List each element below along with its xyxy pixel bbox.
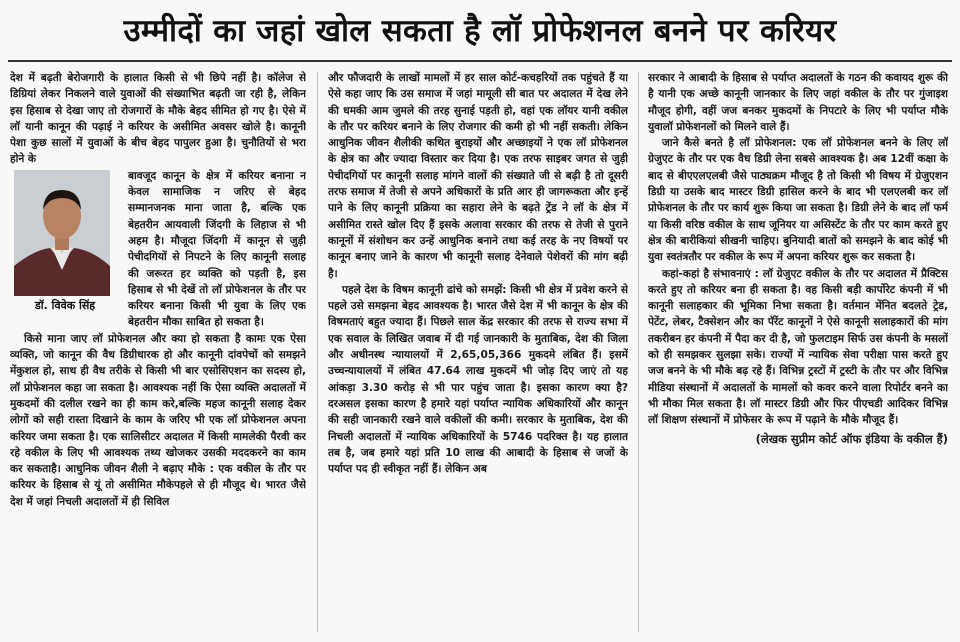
article-column-1 [10, 70, 306, 636]
article-paragraph: किसे माना जाए लॉ प्रोफेशनल और क्या हो सकता है कामः एक ऐसा व्यक्ति, जो कानून की वैध डिग्रीधारक हो और कानूनी दांवपेचों को समझने मेंकुशल हो, साथ ही वैध तरीके से किसी भी बार एसोसिएशन का सदस्य हो, लॉ प्रोफेशनल कहा जा सकता है। आवश्यक नहीं कि ऐसा व्यक्ति अदालतों में मुकदमों की दलील रखने का ही काम करे,बल्कि महज कानूनी सलाह देकर लोगों को सही रास्ता दिखाने के काम के जरिए भी एक लॉ प्रोफेशनल अपना करियर जमा सकता है। एक सालिसीटर अदालत में किसी मामलेकी पैरवी कर रहे वकील के लिए भी आवश्यक तथ्य खोजकर उसकी मददकरने का काम कर सकताहै। आधुनिक जीवन शैली ने बढ़ाए मौके : एक वकील के तौर पर करियर के हिसाब से यूं तो असीमित मौकेपहले से ही मौजूद थे। भारत जैसे देश में जहां निचली अदालतों में ही सिविल [10, 332, 306, 508]
article-column-3 [648, 70, 948, 636]
photo-caption: डॉ. विवेक सिंह [34, 298, 96, 312]
column-divider [317, 72, 318, 632]
article-paragraph: कहां-कहां है संभावनाएं : लॉ ग्रेजुएट वकील के तौर पर अदालत में प्रैक्टिस करते हुए तो करियर बना ही सकता है। वह किसी बड़ी कार्पोरेट कंपनी में भी कानूनी सलाहकार की भूमिका निभा सकता है। वर्तमान मेंनित बदलते ट्रेड, पेटेंट, लेबर, टैक्सेशन और का पॅरेंट कानूनों ने ऐसे कानूनी सलाहकारों की मांग तकरीबन हर कंपनी में पैदा कर दी है, जो फुलटाइम सिर्फ उस कंपनी के मसलों को ही समझकर सुलझा सके। राज्यों में न्यायिक सेवा परीक्षा पास करते हुए जज बनने के भी मौके बढ़ रहे हैं। विभिन्न ट्रस्टों में ट्रस्टी के तौर पर और विभिन्न मीडिया संस्थानों में अदालतों के मामलों को कवर करने वाला रिपोर्टर बनने का भी मौका मिल सकता है। लॉ मास्टर डिग्री और फिर पीएचडी आदिकर विभिन्न लॉ शिक्षण संस्थानों में प्रोफेसर के रूप में पढ़ाने के मौके मौजूद हैं। [648, 267, 948, 427]
article-paragraph: जाने कैसे बनते है लॉ प्रोफेशनल: एक लॉ प्रोफेशनल बनने के लिए लॉ ग्रेजुएट के तौर पर एक वैध डिग्री लेना सबसे आवश्यक है। अब 12वीं कक्षा के बाद से बीएएलएलबी जैसे पाठ्यक्रम मौजूद है तो किसी भी विषय में ग्रेजुएशन डिग्री या उसके बाद मास्टर डिग्री हासिल करने के बाद भी एलएलबी कर लॉ प्रोफेशनल के तौर पर कार्य शुरू किया जा सकता है। डिग्री लेने के बाद लॉ फर्म या किसी वरिष्ठ वकील के साथ जूनियर या असिस्टेंट के तौर पर काम करते हुए क्षेत्र की बारीकियां सीखनी चाहिए। बुनियादी बातों को समझने के बाद कोई भी युवा स्वतंत्रतौर पर वकील के रूप में अपना करियर शुरू कर सकता है। [648, 137, 948, 264]
author-photo-box [10, 170, 120, 326]
article-paragraph: सरकार ने आबादी के हिसाब से पर्याप्त अदालतों के गठन की कवायद शुरू की है यानी एक अच्छे कानूनी जानकार के लिए जहां वकील के तौर पर गुंजाइश मौजूद होगी, वहीं जज बनकर मुकदमों के निपटारे के लिए भी पर्याप्त मौके युवालॉ प्रोफेशनलों को मिलने वाले हैं। [648, 72, 948, 133]
author-portrait-image [14, 170, 110, 296]
article-paragraph: और फौजदारी के लाखों मामलों में हर साल कोर्ट-कचहरियों तक पहुंचते हैं या ऐसे कहा जाए कि उस समाज में जहां मामूली सी बात पर अदालत में देख लेने की धमकी आम जुमले की तरह सुनाई पड़ती हो, वहां एक लॉयर यानी वकील के तौर पर करियर बनाने के लिए रोजगार की कमी हो भी नहीं सकती। लेकिन आधुनिक जीवन शैलीकी कथित बुराइयों और अच्छाइयों ने एक लॉ प्रोफेशनल के क्षेत्र का और ज्यादा विस्तार कर दिया है। एक तरफ साइबर जगत से जुड़ी पेचीदगियों पर कानूनी सलाह मांगने वालों की संख्याते जी से बढ़ी है तो दूसरी तरफ समाज में तेजी से अपने अधिकारों के प्रति आर ही जागरूकता और इन्हें पाने के लिए कानूनी प्रक्रिया का सहारा लेने के बढ़ते ट्रेंड ने लॉ के क्षेत्र में असीमित रास्ते खोल दिए हैं इसके अलावा सरकार की तरफ से तेजी से पुराने कानूनों में संशोधन कर उन्हें आधुनिक बनाने तथा कई तरह के नए विषयों पर कानून बनाए जाने के कारण भी कानूनी सलाह देनेवाले पेशेवरों की मांग बढ़ी है। [328, 72, 628, 280]
article-paragraph: पहले देश के विषम कानूनी ढांचे को समझें: किसी भी क्षेत्र में प्रवेश करने से पहले उसे समझना बेहद आवश्यक है। भारत जैसे देश में भी कानून के क्षेत्र की विषमताएं बहुत ज्यादा हैं। पिछले साल केंद्र सरकार की तरफ से राज्य सभा में एक सवाल के लिखित जवाब में दी गई जानकारी के मुताबिक, देश की जिला और अधीनस्थ न्यायालयों में 2,65,05,366 मुकदमे लंबित हैं। इसमें उच्चन्यायालयों में लंबित 47.64 लाख मुकदमें भी जोड़ दिए जाएं तो यह आंकड़ा 3.30 करोड़ से भी पार पहुंच जाता है। इसका कारण क्या है? दरअसल इसका कारण है हमारे यहां पर्याप्त न्यायिक अधिकारियों और कानून की सही जानकारी रखने वाले वकीलों की कमी। सरकार के मुताबिक, देश की निचली अदालतों में न्यायिक अधिकारियों के 5746 पदरिक्त है। यह हालात तब है, जब हमारे यहां प्रति 10 लाख की आबादी के हिसाब से जजों के पर्याप्त पद ही स्वीकृत नहीं हैं। लेकिन अब [328, 283, 628, 476]
article-paragraph: देश में बढ़ती बेरोजगारी के हालात किसी से भी छिपे नहीं है। कॉलेज से डिग्रियां लेकर निकलने वाले युवाओं की संख्याभित बढ़ती जा रही है, लेकिन इस हिसाब से देखा जाए तो रोजगारों के मौके बेहद सीमित हो गए है। ऐसे में लॉ यानी कानून की पढ़ाई ने करियर के असीमित अवसर खोले है। कानूनी पेशा कुछ सालों में युवाओं के बीच बेहद पापुलर हुआ है। चुनौतियों से भरा होने के [10, 72, 306, 166]
article-paragraph: बावजूद कानून के क्षेत्र में करियर बनाना न केवल सामाजिक न जरिए से बेहद सम्मानजनक माना जाता है, बल्कि एक बेहतरीन आयवाली जिंदगी के लिहाज से भी अहम है। मौजूदा जिंदगी में कानून से जुड़ी पेचीदगियों से निपटने के लिए कानूनी सलाह की जरूरत हर व्यक्ति को पड़ती है, इस हिसाब से भी देखें तो लॉ प्रोफेशनल के तौर पर करियर बनाना किसी भी युवा के लिए एक बेहतरीन मौका साबित हो सकता है। [128, 169, 306, 329]
author-photo [14, 170, 110, 296]
headline: उम्मीदों का जहां खोल सकता है लॉ प्रोफेशनल बनने पर करियर [123, 13, 837, 49]
column-divider [638, 72, 639, 632]
article-column-2 [328, 70, 628, 636]
headline-rule [8, 60, 952, 62]
author-byline: (लेखक सुप्रीम कोर्ट ऑफ इंडिया के वकील हैं) [755, 431, 948, 446]
